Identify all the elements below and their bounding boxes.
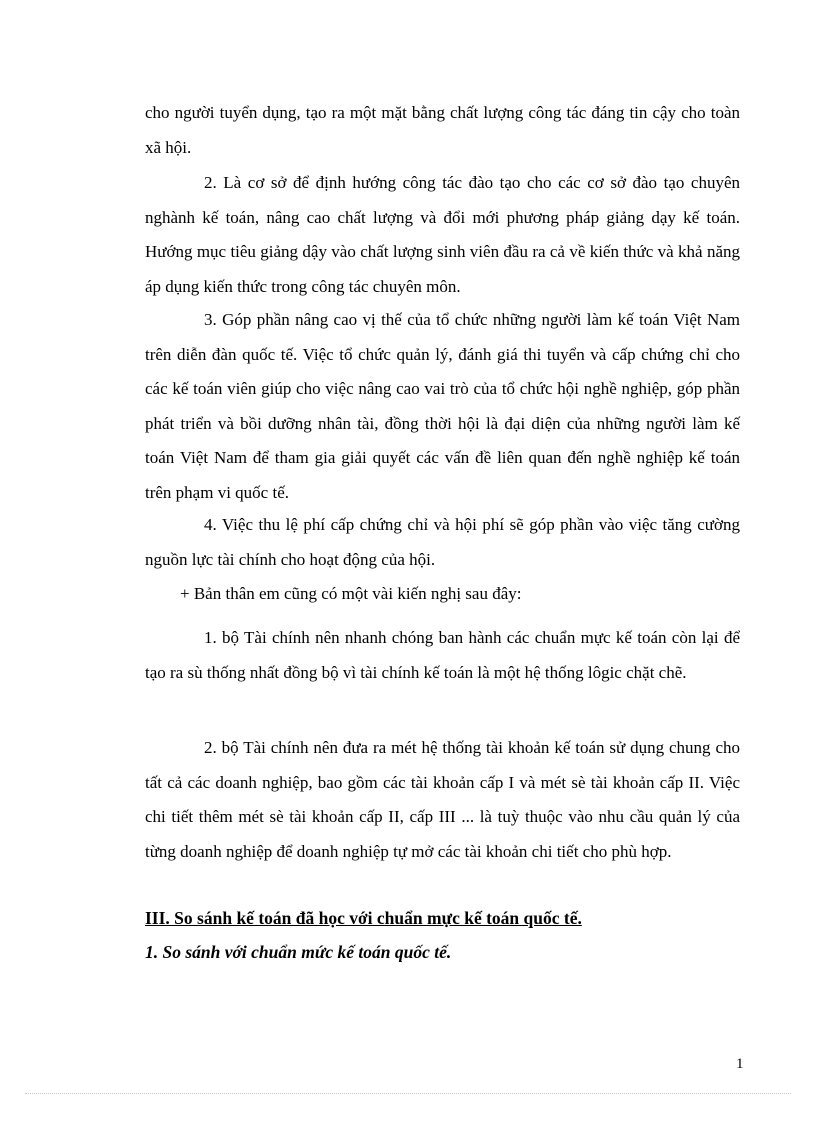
paragraph-recommendations-intro: + Bản thân em cũng có một vài kiến nghị sau đây:: [180, 584, 522, 603]
paragraph-point-3: 3. Góp phần nâng cao vị thế của tổ chức những người làm kế toán Việt Nam trên diễn đàn quốc tế. Việc tổ chức quản lý, đánh giá thi tuyển và cấp chứng chỉ cho các kế toán viên giúp cho việc nâng cao vai trò của tổ chức hội nghề nghiệp, góp phần phát triển và bồi dưỡng nhân tài, đồng thời hội là đại diện của những người làm kế toán Việt Nam để tham gia giải quyết các vấn đề liên quan đến nghề nghiệp kế toán trên phạm vi quốc tế.: [145, 310, 740, 502]
footer-divider: [25, 1093, 791, 1094]
paragraph-recommendation-2: 2. bộ Tài chính nên đưa ra mét hệ thống tài khoản kế toán sử dụng chung cho tất cả các doanh nghiệp, bao gồm các tài khoản cấp I và mét sè tài khoản cấp II. Việc chi tiết thêm mét sè tài khoản cấp II, cấp III ... là tuỳ thuộc vào nhu cầu quản lý của từng doanh nghiệp để doanh nghiệp tự mở các tài khoản chi tiết cho phù hợp.: [145, 738, 740, 861]
subsection-heading: 1. So sánh với chuẩn mức kế toán quốc tế.: [145, 942, 452, 962]
paragraph-continuation: cho người tuyển dụng, tạo ra một mặt bằng chất lượng công tác đáng tin cậy cho toàn xã hội.: [145, 103, 740, 157]
page-number: 1: [736, 1056, 744, 1072]
paragraph-point-2: 2. Là cơ sở để định hướng công tác đào tạo cho các cơ sở đào tạo chuyên nghành kế toán, nâng cao chất lượng và đổi mới phương pháp giảng dạy kế toán. Hướng mục tiêu giảng dậy vào chất lượng sinh viên đầu ra cả về kiến thức và khả năng áp dụng kiến thức trong công tác chuyên môn.: [145, 173, 740, 296]
section-heading: III. So sánh kế toán đã học với chuẩn mực kế toán quốc tế.: [145, 908, 582, 928]
paragraph-point-4: 4. Việc thu lệ phí cấp chứng chỉ và hội phí sẽ góp phần vào việc tăng cường nguồn lực tài chính cho hoạt động của hội.: [145, 515, 740, 569]
paragraph-recommendation-1: 1. bộ Tài chính nên nhanh chóng ban hành các chuẩn mực kế toán còn lại để tạo ra sù thống nhất đồng bộ vì tài chính kế toán là một hệ thống lôgic chặt chẽ.: [145, 628, 740, 682]
